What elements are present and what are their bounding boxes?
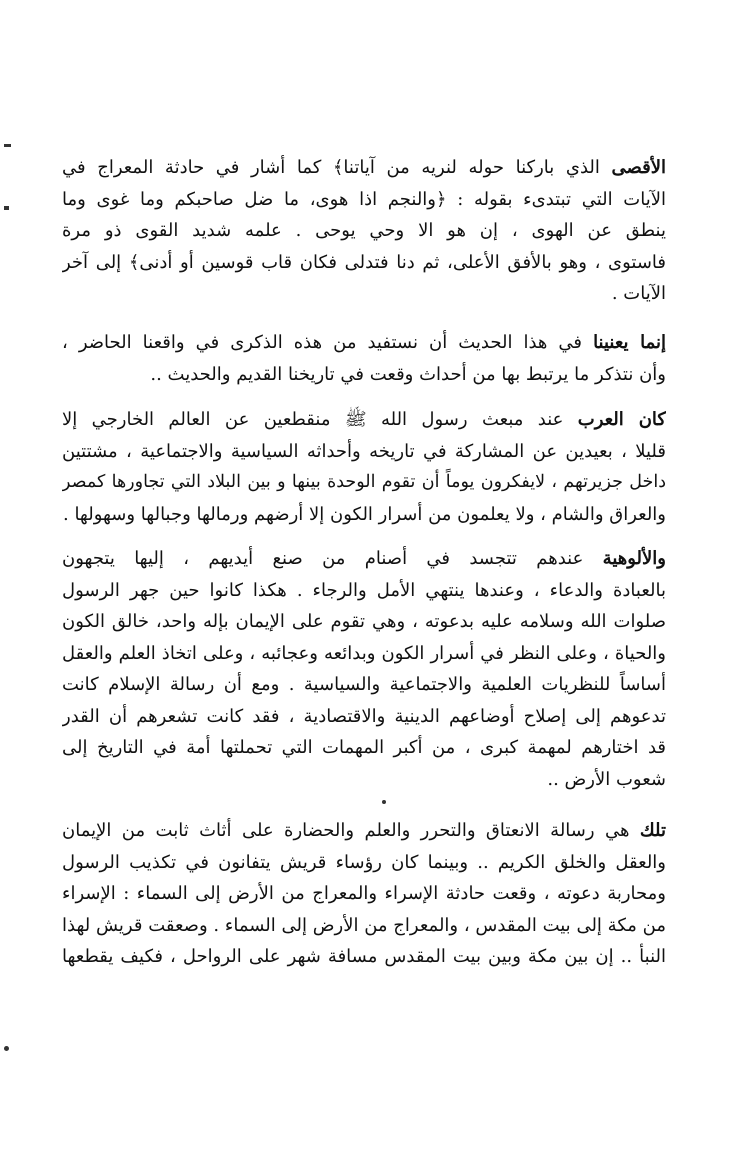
line-text: ومحاربة دعوته ، وقعت حادثة الإسراء والمعراج من الأرض إلى السماء : الإسراء (62, 883, 666, 904)
text-line (62, 669, 666, 701)
paragraph-3 (62, 404, 666, 530)
line-text: أساساً للنظريات العلمية والاجتماعية والسياسية . ومع أن رسالة الإسلام كانت (62, 674, 666, 695)
line-text: ينطق عن الهوى ، إن هو الا وحي يوحى . علمه شديد القوى ذو مرة (62, 220, 666, 241)
line-text: الآيات . (611, 283, 666, 304)
text-line (62, 941, 666, 973)
text-line (62, 278, 666, 310)
line-text: قليلا ، بعيدين عن المشاركة في تاريخه وأحداثه السياسية والاجتماعية ، مشتتين (62, 440, 666, 462)
line-text: والعقل والخلق الكريم .. وبينما كان رؤساء قريش يتفانون في تكذيب الرسول (62, 851, 666, 873)
text-line (62, 732, 666, 764)
text-line (62, 701, 666, 733)
lead-word: إنما يعنينا (593, 332, 666, 353)
text-line (62, 215, 666, 247)
text-line (62, 638, 666, 670)
text-line (62, 359, 666, 391)
text-line (62, 575, 666, 607)
line-text: والعراق والشام ، ولا يعلمون من أسرار الكون إلا أرضهم ورمالها وجبالها وسهولها . (63, 503, 666, 525)
scan-speck (4, 144, 11, 147)
paragraph-5 (62, 815, 666, 973)
text-line (62, 184, 666, 216)
text-line (62, 847, 666, 879)
scan-speck (4, 1046, 9, 1051)
text-line (62, 878, 666, 910)
paragraph-4 (62, 543, 666, 795)
lead-word: تلك (639, 820, 666, 841)
text-line (62, 327, 666, 359)
line-text: من مكة إلى بيت المقدس ، والمعراج من الأرض إلى السماء . وصعقت قريش لهذا (62, 914, 666, 936)
line-text: هي رسالة الانعتاق والتحرر والعلم والحضارة على أثاث ثابت من الإيمان (62, 820, 640, 841)
line-text: الذي باركنا حوله لنريه من آياتنا﴾ كما أشار في حادثة المعراج في (62, 157, 612, 178)
paragraph-2 (62, 327, 666, 390)
line-text: تدعوهم إلى إصلاح أوضاعهم الدينية والاقتصادية ، فقد كانت تشعرهم أن القدر (62, 705, 666, 727)
text-line (62, 152, 666, 184)
line-text: صلوات الله وسلامه عليه بدعوته ، وهي تقوم على الإيمان بإله واحد، خالق الكون (62, 611, 666, 632)
text-line (62, 910, 666, 942)
lead-word: والألوهية (602, 548, 666, 569)
line-text: والحياة ، وعلى النظر في أسرار الكون وبدائعه وعجائبه ، وعلى اتخاذ العلم والعقل (62, 642, 666, 664)
line-text: شعوب الأرض .. (547, 768, 666, 790)
line-text: عندهم تتجسد في أصنام من صنع أيديهم ، إليها يتجهون (62, 548, 603, 569)
line-text: النبأ .. إن بين مكة وبين بيت المقدس مسافة شهر على الرواحل ، فكيف يقطعها (62, 946, 666, 967)
line-text: بالعبادة والدعاء ، وعندها ينتهي الأمل والرجاء . هكذا كانوا حين جهر الرسول (62, 579, 666, 601)
text-line (62, 436, 666, 468)
line-text: قد اختارهم لمهمة كبرى ، من أكبر المهمات التي تحملتها أمة في التاريخ إلى (62, 737, 666, 758)
text-line (62, 606, 666, 638)
paragraph-1 (62, 152, 666, 310)
line-text: داخل جزيرتهم ، لايفكرون يوماً أن تقوم الوحدة بينها و بين البلاد التي تجاورها كمصر (62, 472, 666, 492)
text-line (62, 467, 666, 499)
line-text: فاستوى ، وهو بالأفق الأعلى، ثم دنا فتدلى فكان قاب قوسين أو أدنى﴾ إلى آخر (62, 251, 666, 273)
line-text: عند مبعث رسول الله ﷺ منقطعين عن العالم الخارجي إلا (62, 409, 578, 430)
line-text: الآيات التي تبتدىء بقوله : ﴿والنجم اذا هوى، ما ضل صاحبكم وما غوى وما (62, 188, 666, 210)
line-text: وأن نتذكر ما يرتبط بها من أحداث وقعت في تاريخنا القديم والحديث .. (150, 363, 666, 385)
text-line (62, 764, 666, 796)
scan-speck (4, 206, 9, 210)
text-line (62, 247, 666, 279)
lead-word: كان العرب (577, 409, 666, 430)
text-line (62, 543, 666, 575)
line-text: في هذا الحديث أن نستفيد من هذه الذكرى في واقعنا الحاضر ، (62, 332, 594, 353)
scan-speck (382, 800, 386, 804)
lead-word: الأقصى (611, 157, 666, 178)
text-line (62, 499, 666, 531)
text-line (62, 404, 666, 436)
text-line (62, 815, 666, 847)
